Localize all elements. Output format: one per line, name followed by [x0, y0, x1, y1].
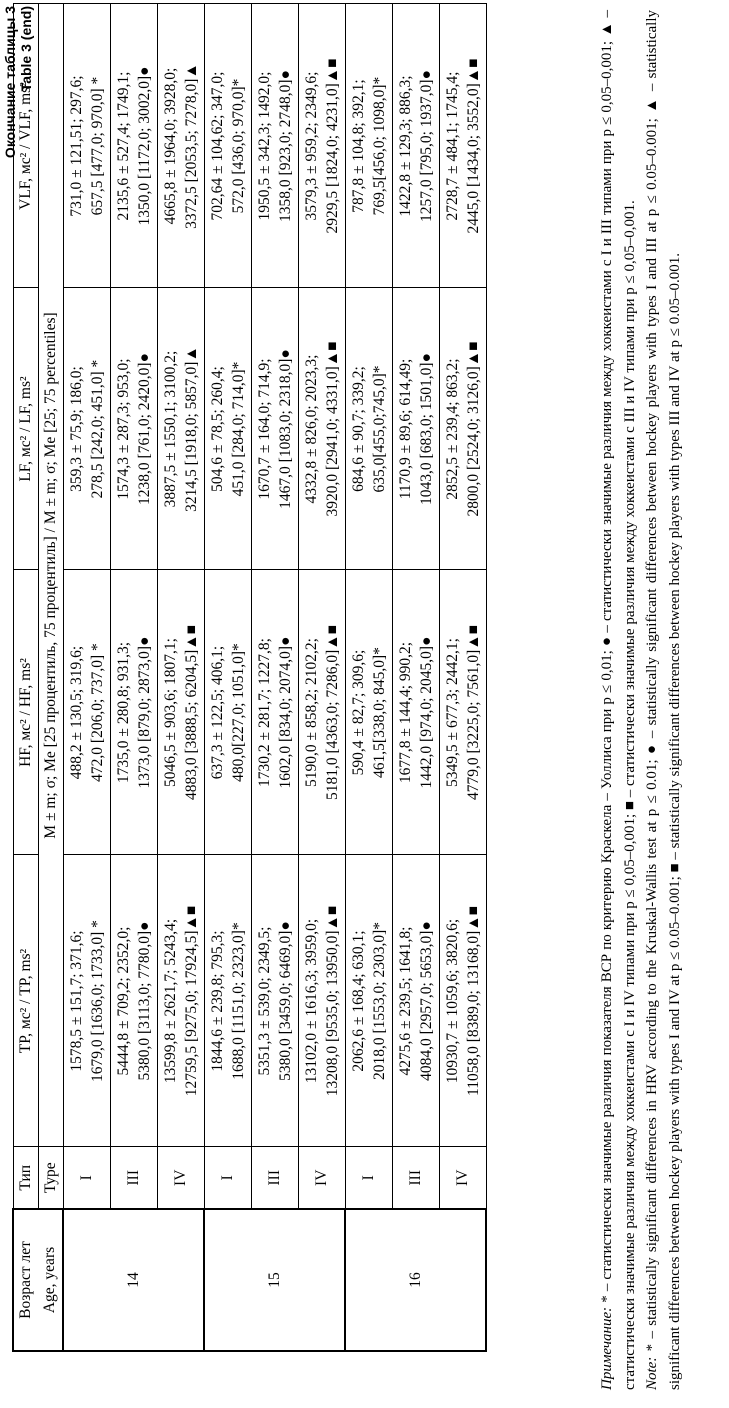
tp-cell [439, 855, 486, 1147]
age-cell: 14 [63, 1209, 204, 1351]
vlf-cell [110, 4, 157, 288]
table-row [439, 4, 486, 1351]
header-stats: M ± m; σ; Me [25 процентиль, 75 процентиль] / M ± m; σ; Me [25; 75 percentiles] [38, 4, 63, 1147]
vlf-line: 1350,0 [1172,0; 3002,0]● [135, 66, 153, 226]
lf-line: 451,0 [284,0; 714,0]* [229, 361, 247, 497]
tp-line: 5444,8 ± 709,2; 2352,0; [114, 926, 132, 1076]
caption-en: Table 3 (end) [18, 6, 34, 92]
vlf-line: 657,5 [477,0; 970,0] * [88, 76, 106, 216]
header-hf: HF, мс² / HF, ms² [13, 570, 38, 855]
vlf-line: 3372,5 [2053,5; 7278,0]▲ [182, 63, 200, 229]
table-body [63, 4, 486, 1351]
vlf-line: 2445,0 [1434,0; 3552,0]▲■ [464, 58, 482, 234]
lf-line: 1238,0 [761,0; 2420,0]● [135, 353, 153, 505]
hf-line: 461,5[338,0; 845,0]* [370, 647, 388, 778]
type-cell: III [251, 1147, 298, 1209]
lf-line: 2852,5 ± 239,4; 863,2; [443, 358, 461, 500]
vlf-line: 769,5[456,0; 1098,0]* [370, 76, 388, 216]
hf-cell [204, 570, 251, 855]
vlf-line: 731,0 ± 121,51; 297,6; [67, 75, 85, 217]
tp-cell [204, 855, 251, 1147]
hf-cell [392, 570, 439, 855]
hf-cell [157, 570, 204, 855]
lf-line: 635,0[455,0;745,0]* [370, 365, 388, 493]
tp-cell [110, 855, 157, 1147]
tp-line: 4275,6 ± 239,5; 1641,8; [396, 926, 414, 1076]
hf-line: 637,3 ± 122,5; 406,1; [208, 645, 226, 780]
vlf-cell [439, 4, 486, 288]
vlf-cell [204, 4, 251, 288]
vlf-line: 2728,7 ± 484,1; 1745,4; [443, 71, 461, 221]
table-row [392, 4, 439, 1351]
hf-line: 5181,0 [4363,0; 7286,0]▲■ [323, 625, 341, 800]
vlf-line: 3579,3 ± 959,2; 2349,6; [302, 71, 320, 221]
hf-line: 1735,0 ± 280,8; 931,3; [114, 641, 132, 784]
header-type-ru: Тип [13, 1147, 38, 1209]
table-row [251, 4, 298, 1351]
tp-line: 2018,0 [1553,0; 2303,0]* [370, 922, 388, 1081]
table-row [345, 4, 392, 1351]
lf-cell [157, 288, 204, 570]
type-cell: III [110, 1147, 157, 1209]
vlf-line: 1257,0 [795,0; 1937,0]● [417, 70, 435, 222]
lf-line: 1670,7 ± 164,0; 714,9; [255, 358, 273, 500]
vlf-line: 1422,8 ± 129,3; 886,3; [396, 75, 414, 217]
tp-line: 13102,0 ± 1616,3; 3959,0; [302, 918, 320, 1084]
type-cell: IV [298, 1147, 345, 1209]
tp-cell [157, 855, 204, 1147]
vlf-cell [251, 4, 298, 288]
table-notes [596, 10, 686, 1390]
hf-line: 5349,5 ± 677,3; 2442,1; [443, 638, 461, 787]
tp-line: 13599,8 ± 2621,7; 5243,4; [161, 918, 179, 1084]
lf-line: 2800,0 [2524,0; 3126,0]▲■ [464, 341, 482, 517]
hf-line: 4779,0 [3225,0; 7561,0]▲■ [464, 625, 482, 800]
header-vlf: VLF, мс² / VLF, ms² [13, 4, 38, 288]
hf-line: 472,0 [206,0; 737,0] * [88, 643, 106, 782]
vlf-line: 572,0 [436,0; 970,0]* [229, 78, 247, 214]
vlf-line: 2135,6 ± 527,4; 1749,1; [114, 71, 132, 221]
lf-line: 1467,0 [1083,0; 2318,0]● [276, 349, 294, 509]
table-row [157, 4, 204, 1351]
hf-line: 1677,8 ± 144,4; 990,2; [396, 641, 414, 784]
lf-cell [345, 288, 392, 570]
tp-cell [298, 855, 345, 1147]
hf-cell [298, 570, 345, 855]
tp-line: 1688,0 [1151,0; 2323,0]* [229, 922, 247, 1080]
lf-line: 1043,0 [683,0; 1501,0]● [417, 353, 435, 505]
tp-line: 4084,0 [2957,0; 5653,0]● [417, 921, 435, 1081]
table-row [110, 4, 157, 1351]
hf-line: 590,4 ± 82,7; 309,6; [349, 649, 367, 776]
tp-line: 12759,5 [9275,0; 17924,5]▲■ [182, 905, 200, 1097]
vlf-cell [63, 4, 110, 288]
type-cell: IV [157, 1147, 204, 1209]
tp-line: 5380,0 [3459,0; 6469,0]● [276, 921, 294, 1081]
lf-line: 504,6 ± 78,5; 260,4; [208, 366, 226, 492]
tp-cell [251, 855, 298, 1147]
tp-line: 11058,0 [8389,0; 13168,0]▲■ [464, 906, 482, 1096]
vlf-line: 702,64 ± 104,62; 347,0; [208, 71, 226, 221]
note-en: Note: * – statistically significant differences in HRV according to the Kruskal-Wallis test at p ≤ 0.01; ● – statistically significant differences between hockey players with types I and III at p ≤ 0.05–0.001; ▲ – statistically significant differences between hockey players with types I and IV at p ≤ 0.05–0.001; ■ – statistically significant differences between hockey players with types III and IV at p ≤ 0.05–0.001. [644, 10, 683, 1390]
vlf-line: 2929,5 [1824,0; 4231,0]▲■ [323, 58, 341, 234]
hf-line: 1602,0 [834,0; 2074,0]● [276, 636, 294, 789]
hrv-table [12, 4, 487, 1353]
table-row [63, 4, 110, 1351]
hf-cell [110, 570, 157, 855]
lf-cell [251, 288, 298, 570]
hf-cell [439, 570, 486, 855]
tp-cell [345, 855, 392, 1147]
tp-cell [63, 855, 110, 1147]
lf-line: 1574,3 ± 287,3; 953,0; [114, 358, 132, 500]
type-cell: I [204, 1147, 251, 1209]
hf-line: 1730,2 ± 281,7; 1227,8; [255, 638, 273, 787]
lf-cell [439, 288, 486, 570]
note-ru: Примечание: * – статистически значимые различия показателя ВСР по критерию Краскела – Уоллиса при p ≤ 0,01; ● – статистически значимые различия между хоккеистами с I и III типами при p ≤ 0,05–0,001; ▲ – статистически значимые различия между хоккеистами с I и IV типами при p ≤ 0,05–0,001; ■ – статистически значимые различия между хоккеистами с III и IV типами при p ≤ 0,05–0,001. [599, 10, 638, 1390]
table-row [298, 4, 345, 1351]
lf-cell [392, 288, 439, 570]
vlf-line: 787,8 ± 104,8; 392,1; [349, 79, 367, 213]
hf-line: 5190,0 ± 858,2; 2102,2; [302, 638, 320, 787]
lf-cell [298, 288, 345, 570]
lf-line: 359,3 ± 75,9; 186,0; [67, 366, 85, 492]
header-age: Возраст лет Age, years [13, 1209, 63, 1351]
lf-cell [63, 288, 110, 570]
header-tp: TP, мс² / TP, ms² [13, 855, 38, 1147]
hf-line: 5046,5 ± 903,6; 1807,1; [161, 638, 179, 787]
lf-line: 3920,0 [2941,0; 4331,0]▲■ [323, 341, 341, 517]
type-cell: I [63, 1147, 110, 1209]
header-lf: LF, мс² / LF, ms² [13, 288, 38, 570]
lf-line: 3214,5 [1918,0; 5857,0]▲ [182, 346, 200, 512]
lf-line: 278,5 [242,0; 451,0] * [88, 359, 106, 499]
vlf-cell [345, 4, 392, 288]
tp-line: 1578,5 ± 151,7; 371,6; [67, 930, 85, 1072]
lf-cell [110, 288, 157, 570]
hf-cell [345, 570, 392, 855]
age-cell: 16 [345, 1209, 486, 1351]
lf-line: 4332,8 ± 826,0; 2023,3; [302, 354, 320, 504]
vlf-line: 1950,5 ± 342,3; 1492,0; [255, 71, 273, 221]
vlf-line: 4665,8 ± 1964,0; 3928,0; [161, 67, 179, 225]
hf-line: 1442,0 [974,0; 2045,0]● [417, 636, 435, 789]
type-cell: III [392, 1147, 439, 1209]
age-cell: 15 [204, 1209, 345, 1351]
vlf-cell [298, 4, 345, 288]
type-cell: I [345, 1147, 392, 1209]
caption-ru: Окончание таблицы 3 [2, 6, 18, 159]
tp-line: 13208,0 [9535,0; 13950,0]▲■ [323, 905, 341, 1097]
vlf-line: 1358,0 [923,0; 2748,0]● [276, 70, 294, 222]
hf-line: 1373,0 [879,0; 2873,0]● [135, 636, 153, 789]
tp-line: 2062,6 ± 168,4; 630,1; [349, 930, 367, 1072]
tp-cell [392, 855, 439, 1147]
tp-line: 5351,3 ± 539,0; 2349,5; [255, 926, 273, 1076]
hf-cell [63, 570, 110, 855]
vlf-cell [157, 4, 204, 288]
hf-line: 480,0[227,0; 1051,0]* [229, 643, 247, 782]
tp-line: 10930,7 ± 1059,6; 3820,6; [443, 918, 461, 1084]
vlf-cell [392, 4, 439, 288]
lf-line: 684,6 ± 90,7; 339,2; [349, 366, 367, 492]
header-type-en: Type [38, 1147, 63, 1209]
table-row [204, 4, 251, 1351]
tp-line: 5380,0 [3113,0; 7780,0]● [135, 921, 153, 1081]
hf-line: 4883,0 [3888,5; 6204,5]▲■ [182, 625, 200, 800]
tp-line: 1844,6 ± 239,8; 795,3; [208, 930, 226, 1072]
type-cell: IV [439, 1147, 486, 1209]
tp-line: 1679,0 [1636,0; 1733,0] * [88, 920, 106, 1082]
lf-line: 1170,9 ± 89,6; 614,49; [396, 358, 414, 500]
hf-line: 488,2 ± 130,5; 319,6; [67, 645, 85, 780]
hf-cell [251, 570, 298, 855]
lf-line: 3887,5 ± 1550,1; 3100,2; [161, 350, 179, 508]
lf-cell [204, 288, 251, 570]
